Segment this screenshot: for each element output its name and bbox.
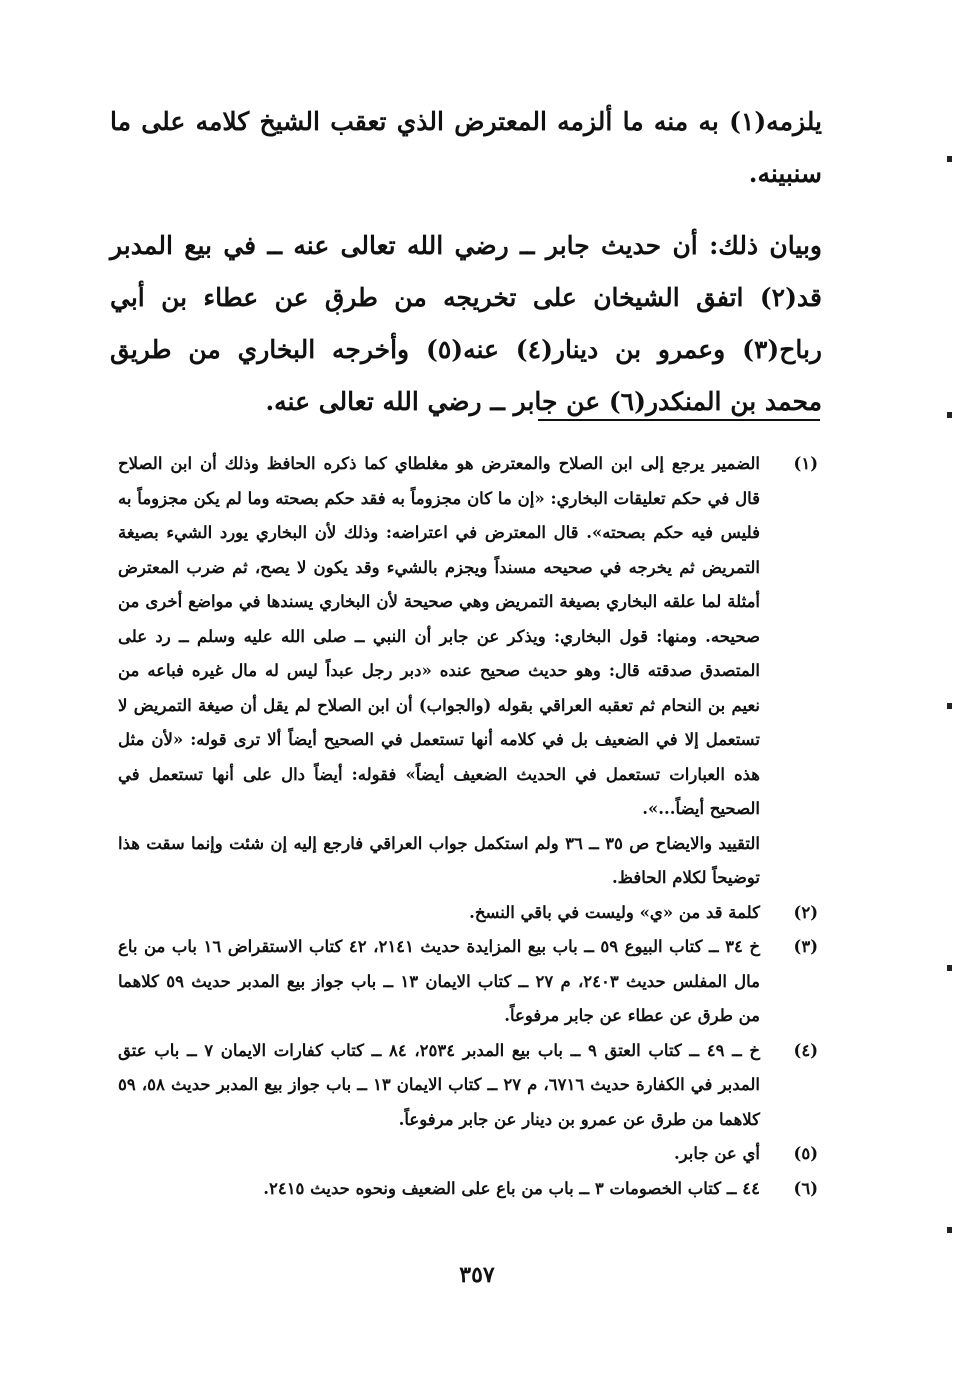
edge-mark xyxy=(947,1227,952,1233)
paragraph-lead: وبيان ذلك: xyxy=(709,231,822,260)
footnote-text: خ ٣٤ ــ كتاب البيوع ٥٩ ــ باب بيع المزايدة حديث ٢١٤١، ٤٢ كتاب الاستقراض ١٦ باب من باع مال المفلس حديث ٢٤٠٣، م ٢٧ ــ كتاب الايمان ١٣ ــ باب جواز بيع المدبر حديث ٥٩ كلاهما من طرق عن عطاء عن جابر مرفوعاً. xyxy=(118,937,761,1025)
footnotes xyxy=(118,447,818,1206)
footnote-text: الضمير يرجع إلى ابن الصلاح والمعترض هو مغلطاي كما ذكره الحافظ وذلك أن ابن الصلاح قال في حكم تعليقات البخاري: «إن ما كان مجزوماً به فقد حكم بصحته وما لم يكن مجزوماً به فليس فيه حكم بصحته». قال المعترض في اعتراضه: وذلك لأن البخاري يورد الشيء بصيغة التمريض ثم يخرجه في صحيحه مسنداً ويجزم بالشيء وقد يكون لا يصح، ثم ضرب المعترض أمثلة لما علقه البخاري بصيغة التمريض وهي صحيحة لأن البخاري يسندها في مواضع أخرى من صحيحه. ومنها: قول البخاري: ويذكر عن جابر أن النبي ــ صلى الله عليه وسلم ــ رد على المتصدق صدقته قال: وهو حديث صحيح عنده «دبر رجل عبداً ليس له مال غيره فباعه من نعيم بن النحام ثم تعقبه العراقي بقوله (والجواب) أن ابن الصلاح لم يقل أن صيغة التمريض لا تستعمل إلا في الضعيف بل في كلامه أنها تستعمل في الصحيح أيضاً ألا ترى قوله: «لأن مثل هذه العبارات تستعمل في الحديث الضعيف أيضاً» فقوله: أيضاً دال على أنها تستعمل في الصحيح أيضاً...». xyxy=(118,454,760,818)
footnote-number: (٥) xyxy=(793,1144,818,1163)
footnote-number: (١) xyxy=(793,454,818,473)
footnote-text: خ ــ ٤٩ ــ كتاب العتق ٩ ــ باب بيع المدبر ٢٥٣٤، ٨٤ ــ كتاب كفارات الايمان ٧ ــ باب عتق المدبر في الكفارة حديث ٦٧١٦، م ٢٧ ــ كتاب الايمان ١٣ ــ باب جواز بيع المدبر حديث ٥٨، ٥٩ كلاهما من طرق عن عمرو بن دينار عن جابر مرفوعاً. xyxy=(118,1040,761,1129)
main-paragraph-1: يلزمه(١) به منه ما ألزمه المعترض الذي تعقب الشيخ كلامه على ما سنبينه. xyxy=(110,107,822,188)
paragraph-body: أن حديث جابر ــ رضي الله تعالى عنه ــ في بيع المدبر قد(٢) اتفق الشيخان على تخريجه من طرق عن عطاء بن أبي رباح(٣) وعمرو بن دينار(٤) عنه(٥) وأخرجه البخاري من طريق محمد بن المنكدر(٦) عن جابر ــ رضي الله تعالى عنه. xyxy=(110,231,822,416)
main-paragraph-2 xyxy=(110,220,822,428)
footnote-3 xyxy=(118,930,818,1034)
footnote-number: (٣) xyxy=(793,937,818,956)
footnote-5 xyxy=(118,1137,818,1172)
footnote-number: (٢) xyxy=(793,902,818,922)
footnote-text: كلمة قد من «ي» وليست في باقي النسخ. xyxy=(469,902,760,922)
edge-mark xyxy=(947,965,952,971)
footnote-text: التقييد والايضاح ص ٣٥ ــ ٣٦ ولم استكمل جواب العراقي فارجع إليه إن شئت وإنما سقت هذا توضيحاً لكلام الحافظ. xyxy=(118,833,760,887)
edge-mark xyxy=(947,412,952,418)
footnote-number: (٦) xyxy=(793,1178,818,1198)
footnote-number: (٤) xyxy=(793,1040,818,1060)
main-text xyxy=(110,96,822,428)
print-speck xyxy=(336,312,339,315)
footnote-6 xyxy=(118,1172,818,1207)
footnote-separator xyxy=(538,419,820,421)
footnote-text: أي عن جابر. xyxy=(673,1144,760,1163)
edge-mark xyxy=(947,703,952,709)
footnote-1 xyxy=(118,447,818,827)
footnote-1-source xyxy=(118,827,818,896)
footnote-4 xyxy=(118,1034,818,1138)
footnote-text: ٤٤ ــ كتاب الخصومات ٣ ــ باب من باع على الضعيف ونحوه حديث ٢٤١٥. xyxy=(263,1178,760,1198)
page-number: ٣٥٧ xyxy=(459,1262,495,1288)
edge-mark xyxy=(947,156,952,162)
footnote-2 xyxy=(118,896,818,931)
